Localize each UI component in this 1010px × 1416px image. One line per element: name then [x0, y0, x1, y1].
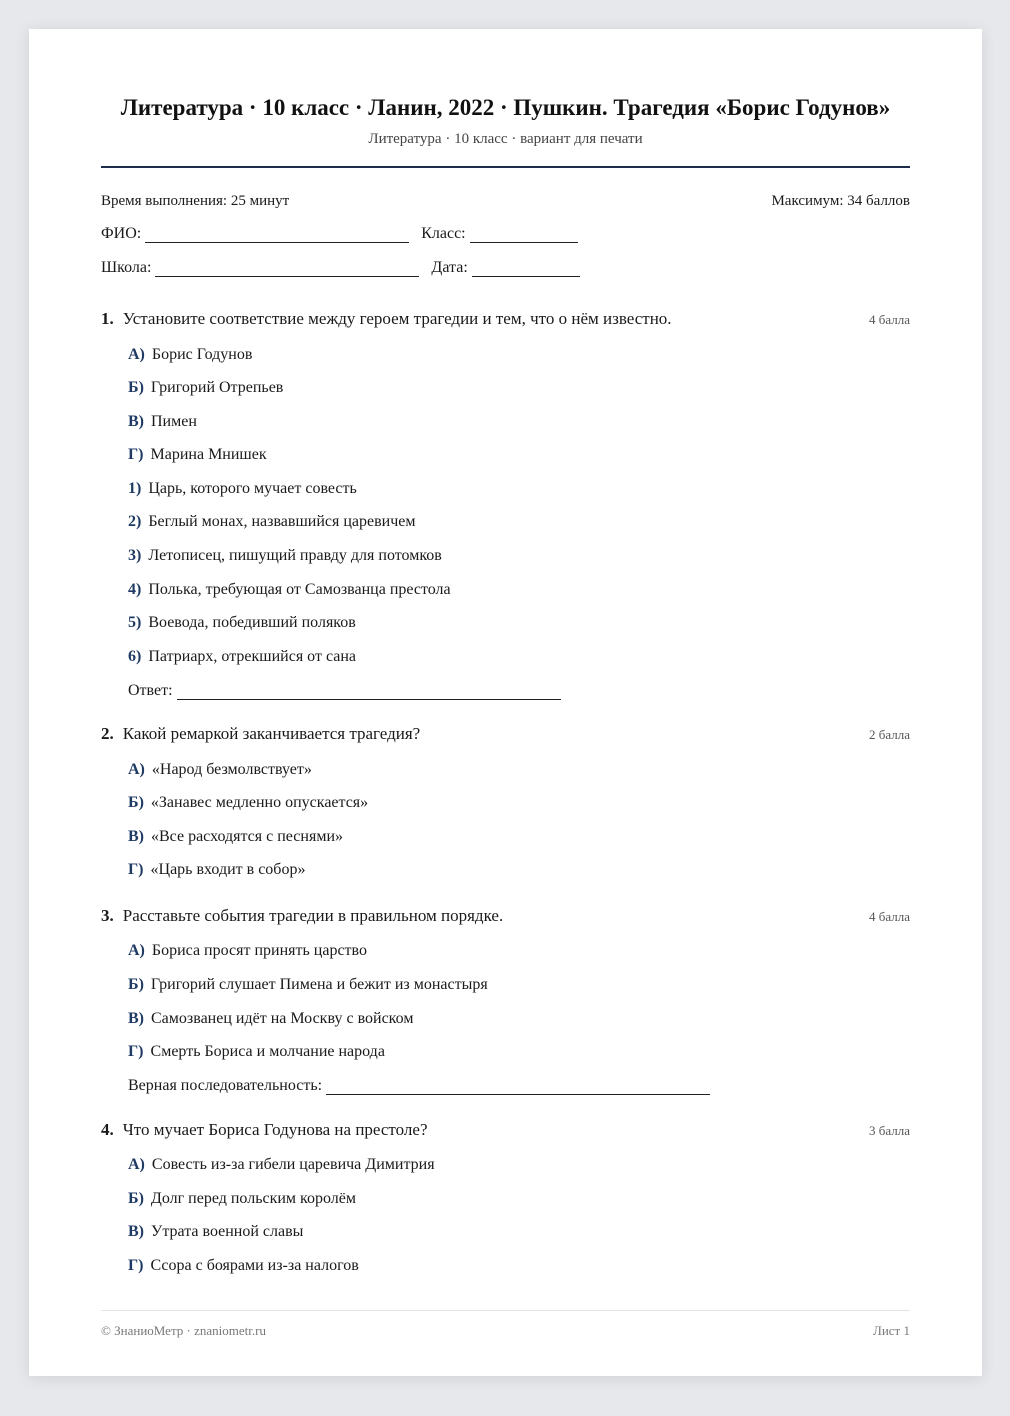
question-header: [101, 724, 910, 748]
meta-row: [101, 193, 910, 210]
question-text: Установите соответствие между героем трагедии и тем, что о нём известно.: [122, 309, 672, 328]
option-key: 4): [128, 581, 142, 598]
question-points: 2 балла: [869, 727, 910, 742]
option-item: [128, 942, 367, 960]
option-key: Б): [128, 1190, 144, 1207]
answer-field[interactable]: [177, 685, 561, 700]
option-text: «Занавес медленно опускается»: [150, 794, 369, 811]
option-text: «Царь входит в собор»: [150, 861, 306, 878]
option-item: [128, 1010, 413, 1028]
option-text: «Народ безмолвствует»: [151, 761, 312, 778]
header-divider: [101, 166, 910, 168]
option-text: Летописец, пишущий правду для потомков: [148, 547, 442, 564]
question-number: 4.: [101, 1120, 114, 1139]
option-key: Б): [128, 976, 144, 993]
question-points: 4 балла: [869, 312, 910, 327]
option-item: [128, 614, 356, 632]
option-key: В): [128, 828, 144, 845]
option-text: Царь, которого мучает совесть: [148, 480, 357, 497]
option-item: [128, 861, 305, 879]
school-label: Школа:: [101, 259, 152, 276]
school-date-row: [101, 259, 580, 277]
option-item: [128, 379, 283, 397]
question-number: 3.: [101, 906, 114, 925]
option-item: [128, 1257, 359, 1275]
option-text: Ссора с боярами из-за налогов: [150, 1257, 359, 1274]
option-text: Долг перед польским королём: [150, 1190, 357, 1207]
option-item: [128, 346, 252, 364]
answer-field[interactable]: [326, 1080, 710, 1095]
answer-row: [128, 1077, 710, 1095]
question-1: [101, 309, 910, 699]
option-key: Г): [128, 861, 144, 878]
option-item: [128, 513, 416, 531]
question-header: [101, 906, 910, 930]
question-text: Что мучает Бориса Годунова на престоле?: [122, 1120, 428, 1139]
option-key: Г): [128, 1257, 144, 1274]
answer-row: [128, 682, 561, 700]
option-key: В): [128, 1223, 144, 1240]
option-key: Г): [128, 1043, 144, 1060]
option-text: Совесть из-за гибели царевича Димитрия: [151, 1156, 435, 1173]
name-class-row: [101, 225, 578, 243]
option-key: Б): [128, 379, 144, 396]
option-key: Б): [128, 794, 144, 811]
option-key: Г): [128, 446, 144, 463]
option-text: Полька, требующая от Самозванца престола: [148, 581, 451, 598]
option-text: Григорий Отрепьев: [150, 379, 284, 396]
worksheet-page: [29, 29, 982, 1376]
option-text: Воевода, победивший поляков: [148, 614, 356, 631]
option-item: [128, 581, 451, 599]
question-2: [101, 724, 910, 878]
max-score: Максимум: 34 баллов: [771, 193, 910, 209]
school-field[interactable]: [155, 262, 419, 277]
answer-label: Ответ:: [128, 682, 173, 699]
option-item: [128, 1190, 356, 1208]
fio-label: ФИО:: [101, 225, 142, 242]
option-key: 1): [128, 480, 142, 497]
option-item: [128, 1156, 435, 1174]
answer-label: Верная последовательность:: [128, 1077, 323, 1094]
option-key: А): [128, 1156, 145, 1173]
question-header: [101, 309, 910, 333]
class-field[interactable]: [470, 228, 578, 243]
option-item: [128, 480, 357, 498]
page-title: Литература · 10 класс · Ланин, 2022 · Пушкин. Трагедия «Борис Годунов»: [120, 95, 891, 120]
class-label: Класс:: [421, 225, 466, 242]
option-key: 3): [128, 547, 142, 564]
question-4: [101, 1120, 910, 1274]
footer-copyright: © ЗнаниоМетр · znaniometr.ru: [101, 1323, 266, 1338]
option-text: Бориса просят принять царство: [151, 942, 367, 959]
option-key: А): [128, 346, 145, 363]
question-number: 2.: [101, 724, 114, 743]
option-item: [128, 1043, 385, 1061]
option-key: 5): [128, 614, 142, 631]
option-key: А): [128, 942, 145, 959]
option-item: [128, 1223, 303, 1241]
question-text: Какой ремаркой заканчивается трагедия?: [122, 724, 421, 743]
option-text: Патриарх, отрекшийся от сана: [148, 648, 357, 665]
option-key: В): [128, 413, 144, 430]
option-text: Смерть Бориса и молчание народа: [150, 1043, 385, 1060]
option-text: Самозванец идёт на Москву с войском: [151, 1010, 414, 1027]
page-subtitle: Литература · 10 класс · вариант для печати: [368, 131, 643, 147]
option-key: 6): [128, 648, 142, 665]
footer-divider: [101, 1310, 910, 1311]
time-limit: Время выполнения: 25 минут: [101, 193, 290, 209]
option-text: Борис Годунов: [151, 346, 253, 363]
option-item: [128, 648, 356, 666]
option-key: А): [128, 761, 145, 778]
date-field[interactable]: [472, 262, 580, 277]
page-number: Лист 1: [873, 1323, 910, 1338]
option-text: Беглый монах, назвавшийся царевичем: [148, 513, 416, 530]
option-item: [128, 976, 488, 994]
option-text: Марина Мнишек: [150, 446, 267, 463]
option-key: 2): [128, 513, 142, 530]
option-text: Григорий слушает Пимена и бежит из монастыря: [150, 976, 488, 993]
page-footer: [101, 1323, 910, 1339]
option-key: В): [128, 1010, 144, 1027]
fio-field[interactable]: [145, 228, 409, 243]
option-item: [128, 794, 368, 812]
question-points: 3 балла: [869, 1123, 910, 1138]
question-header: [101, 1120, 910, 1144]
option-item: [128, 446, 267, 464]
date-label: Дата:: [431, 259, 468, 276]
question-number: 1.: [101, 309, 114, 328]
option-text: Утрата военной славы: [151, 1223, 304, 1240]
option-item: [128, 761, 312, 779]
option-text: «Все расходятся с песнями»: [151, 828, 344, 845]
question-text: Расставьте события трагедии в правильном порядке.: [122, 906, 504, 925]
question-3: [101, 906, 910, 1094]
option-item: [128, 413, 197, 431]
option-text: Пимен: [151, 413, 197, 430]
question-points: 4 балла: [869, 909, 910, 924]
option-item: [128, 828, 343, 846]
option-item: [128, 547, 442, 565]
